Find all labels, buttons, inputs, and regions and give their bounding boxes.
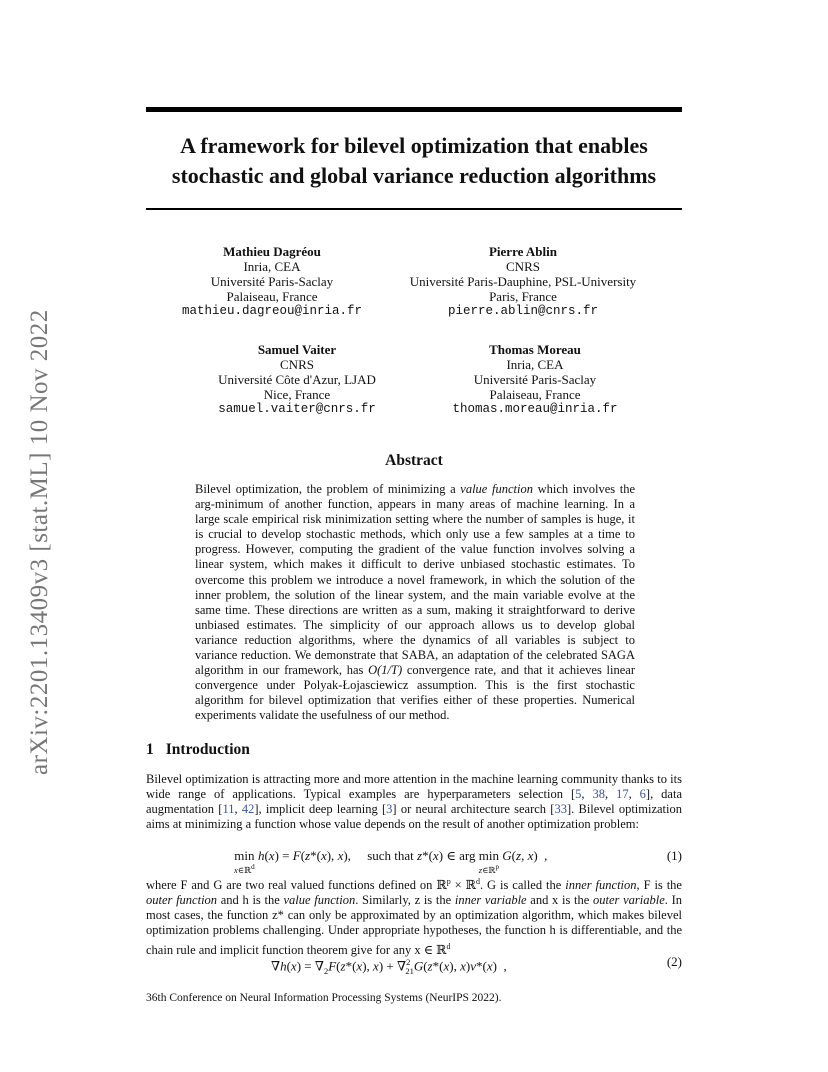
title-line-1: A framework for bilevel optimization that enables <box>180 133 648 158</box>
abstract-emphasis: value function <box>460 482 533 496</box>
abstract-part: Bilevel optimization, the problem of minimizing a <box>195 482 461 496</box>
author-affiliation: CNRS <box>280 357 314 372</box>
paper-title <box>146 131 682 191</box>
author-email: thomas.moreau@inria.fr <box>452 402 618 416</box>
citation-link[interactable]: 3 <box>386 802 393 817</box>
text-part: , F is the <box>636 878 682 893</box>
equation-1 <box>146 848 682 875</box>
author-affiliation: Paris, France <box>489 289 557 304</box>
emphasis: inner function <box>565 878 637 893</box>
section-heading <box>146 741 250 759</box>
such-that-text: such that <box>367 848 414 863</box>
arxiv-identifier: arXiv:2201.13409v3 [stat.ML] 10 Nov 2022 <box>26 309 53 775</box>
author-block <box>132 244 412 319</box>
text-part: ], implicit deep learning [ <box>254 802 387 817</box>
citation-link[interactable]: 11 <box>222 802 235 817</box>
equation-2-body: $\nabla h(x) = \nabla_2F(z*(x)$, x) + ∇$^2_{21}$G(z*(x), x)v*(x) , <box>271 957 507 976</box>
emphasis: outer function <box>146 893 218 908</box>
convergence-rate: O(1/T) <box>368 663 403 678</box>
author-block <box>395 342 675 417</box>
author-affiliation: Université Paris-Saclay <box>210 274 334 289</box>
text-part: and x is the <box>526 893 593 908</box>
text-part: and h is the <box>217 893 284 908</box>
author-affiliation: Palaiseau, France <box>489 387 581 402</box>
text-part: . G is called the <box>480 878 566 893</box>
citation-link[interactable]: 42 <box>241 802 255 817</box>
citation-link[interactable]: 33 <box>554 802 567 817</box>
author-affiliation: CNRS <box>506 259 540 274</box>
citation-link[interactable]: 5 <box>575 787 582 802</box>
author-email: samuel.vaiter@cnrs.fr <box>218 402 376 416</box>
citation-link[interactable]: 38 <box>592 787 605 802</box>
author-email: mathieu.dagreou@inria.fr <box>181 304 363 318</box>
equation-number: (1) <box>666 848 682 863</box>
citation-link[interactable]: 6 <box>639 787 646 802</box>
title-line-2: stochastic and global variance reduction algorithms <box>171 163 657 188</box>
section-title: Introduction <box>165 741 250 758</box>
text-part: . Similarly, z is the <box>355 893 455 908</box>
text-part: where F and G are two real valued functions defined on ℝ <box>146 878 447 893</box>
text-part: ], data augmentation [ <box>146 787 682 817</box>
text-part: . In most cases, the function z* can only be approximated by an optimization algorithm, which makes bilevel optimization problems challenging. Under appropriate hypotheses, the function h is differentiable, and the chain rule and implicit function theorem give for any x ∈ ℝ <box>146 893 682 957</box>
equation-number: (2) <box>666 954 682 969</box>
author-affiliation: Inria, CEA <box>506 357 564 372</box>
author-affiliation: Université Paris-Dauphine, PSL-University <box>409 274 637 289</box>
author-name: Mathieu Dagréou <box>223 244 321 259</box>
text-part: Bilevel optimization is attracting more and more attention in the machine learning community thanks to its wide range of applications. Typical examples are hyperparameters selection [ <box>146 772 682 802</box>
author-name: Thomas Moreau <box>489 342 581 357</box>
citation-link[interactable]: 17 <box>616 787 629 802</box>
equation-1-body: min $^{x\in ℝ^d}$ h(x) = F(z*(x), x), such that z*(x) ∈ arg min $^{z\in ℝ^p}$ G(z, x) , <box>234 848 548 875</box>
text-part: ] or neural architecture search [ <box>392 802 555 817</box>
abstract-part: convergence rate, and that it achieves linear convergence under Polyak-Łojasciewicz assumption. This is the first stochastic algorithm for bilevel optimization that verifies either of these properties. Numerical experiments validate the usefulness of our method. <box>195 663 635 723</box>
title-top-rule <box>146 107 682 112</box>
footer-note: 36th Conference on Neural Information Processing Systems (NeurIPS 2022). <box>146 992 502 1004</box>
author-affiliation: Nice, France <box>263 387 331 402</box>
author-affiliation: Palaiseau, France <box>226 289 318 304</box>
text-part: ]. Bilevel optimization aims at minimizing a function whose value depends on the result of another optimization problem: <box>146 802 683 832</box>
author-affiliation: Université Côte d'Azur, LJAD <box>218 372 376 387</box>
author-block <box>383 244 663 319</box>
intro-paragraph-2: where F and G are two real valued functions defined on ℝ$^p$ × ℝ$^d$. G is called the inner function, F is the outer function and h is the value function. Similarly, z is the inner variable and x is the outer variable. In most cases, the function z* can only be approximated by an optimization algorithm, which makes bilevel optimization problems challenging. Under appropriate hypotheses, the function h is differentiable, and the chain rule and implicit function theorem give for any x ∈ ℝ$^d$ <box>146 877 682 957</box>
title-bottom-rule <box>146 208 682 210</box>
author-affiliation: Inria, CEA <box>243 259 301 274</box>
emphasis: inner variable <box>454 893 527 908</box>
abstract-text <box>195 482 635 724</box>
author-affiliation: Université Paris-Saclay <box>473 372 597 387</box>
section-number: 1 <box>146 741 154 758</box>
abstract-heading: Abstract <box>385 452 443 469</box>
author-name: Samuel Vaiter <box>257 342 337 357</box>
abstract-part: which involves the arg-minimum of another function, appears in many areas of machine learning. In a large scale empirical risk minimization setting where the number of samples is huge, it is crucial to develop stochastic methods, which only use a few samples at a time to progress. However, computing the gradient of the value function involves solving a linear system, which makes it difficult to derive unbiased stochastic estimates. To overcome this problem we introduce a novel framework, in which the solution of the inner problem, the solution of the linear system, and the main variable evolve at the same time. These directions are written as a sum, making it straightforward to derive unbiased estimates. The simplicity of our approach allows us to develop global variance reduction algorithms, where the dynamics of all variables is subject to variance reduction. We demonstrate that SABA, an adaptation of the celebrated SAGA algorithm in our framework, has <box>195 482 635 678</box>
equation-2 <box>146 954 682 976</box>
emphasis: value function <box>283 893 356 908</box>
emphasis: outer variable <box>593 893 665 908</box>
author-name: Pierre Ablin <box>488 244 557 259</box>
intro-paragraph-1: Bilevel optimization is attracting more and more attention in the machine learning community thanks to its wide range of applications. Typical examples are hyperparameters selection [5, 38, 17, 6], data augmentation [11, 42], implicit deep learning [3] or neural architecture search [33]. Bilevel optimization aims at minimizing a function whose value depends on the result of another optimization problem: <box>146 772 683 832</box>
author-email: pierre.ablin@cnrs.fr <box>447 304 599 318</box>
